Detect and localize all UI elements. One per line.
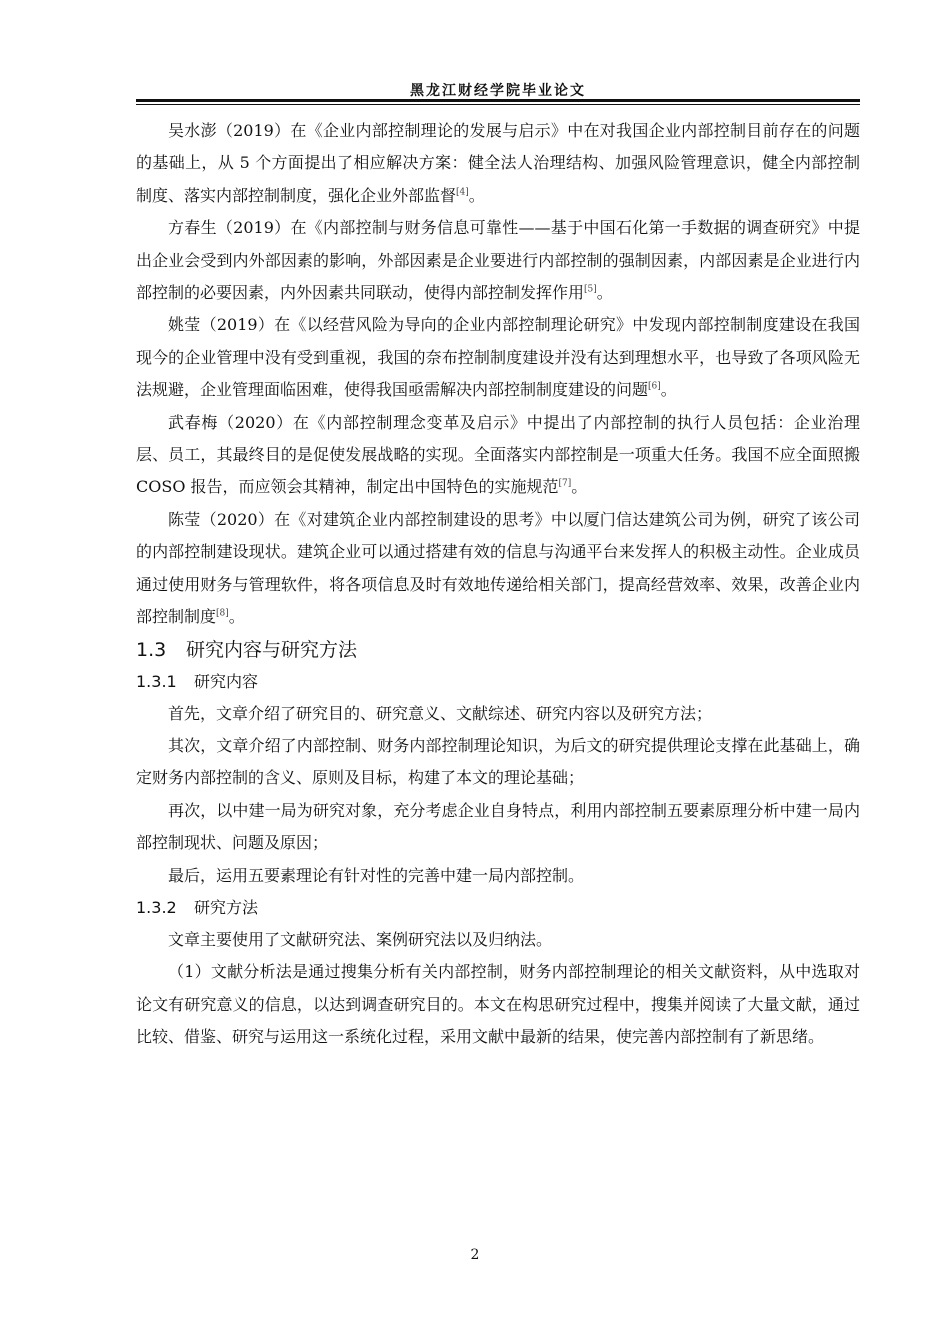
page-header-title: 黑龙江财经学院毕业论文 — [410, 83, 586, 99]
section-heading-1-3 — [136, 634, 860, 666]
page-number: 2 — [470, 1247, 480, 1263]
paragraph-wu-chunmei: 武春梅（2020）在《内部控制理念变革及启示》中提出了内部控制的执行人员包括：企业治理层、员工，其最终目的是促使发展战略的实现。全面落实内部控制是一项重大任务。我国不应全面照搬 COSO 报告，而应领会其精神，制定出中国特色的实施规范[7]。 — [136, 412, 860, 497]
content-item-last: 最后，运用五要素理论有针对性的完善中建一局内部控制。 — [168, 865, 585, 885]
page-body — [136, 115, 860, 1054]
subsection-title: 研究方法 — [194, 897, 259, 917]
citation-ref: [7] — [558, 479, 572, 490]
subsection-title: 研究内容 — [194, 671, 259, 691]
paragraph-chen-ying: 陈莹（2020）在《对建筑企业内部控制建设的思考》中以厦门信达建筑公司为例，研究了该公司的内部控制建设现状。建筑企业可以通过搭建有效的信息与沟通平台来发挥人的积极主动性。企业成员通过使用财务与管理软件，将各项信息及时有效地传递给相关部门，提高经营效率、效果，改善企业内部控制制度[8]。 — [136, 509, 860, 627]
subsection-heading-1-3-2 — [136, 892, 860, 924]
section-number: 1.3 — [136, 638, 167, 661]
paragraph-yao-ying: 姚莹（2019）在《以经营风险为导向的企业内部控制理论研究》中发现内部控制制度建设在我国现今的企业管理中没有受到重视，我国的奈布控制制度建设并没有达到理想水平，也导致了各项风险无法规避，企业管理面临困难，使得我国亟需解决内部控制制度建设的问题[6]。 — [136, 315, 860, 400]
paragraph-wu-shuipeng: 吴水澎（2019）在《企业内部控制理论的发展与启示》中在对我国企业内部控制目前存在的问题的基础上，从 5 个方面提出了相应解决方案：健全法人治理结构、加强风险管理意识，健全内部控制制度、落实内部控制制度，强化企业外部监督[4]。 — [136, 121, 860, 205]
citation-ref: [8] — [216, 608, 229, 619]
subsection-heading-1-3-1 — [136, 666, 860, 698]
header-rule-thick — [136, 99, 860, 102]
citation-ref: [6] — [648, 381, 661, 392]
section-title: 研究内容与研究方法 — [186, 638, 358, 661]
content-item-second: 其次，文章介绍了内部控制、财务内部控制理论知识，为后文的研究提供理论支撑在此基础上，确定财务内部控制的含义、原则及目标，构建了本文的理论基础； — [136, 735, 860, 788]
subsection-number: 1.3.1 — [136, 671, 177, 691]
content-item-third: 再次，以中建一局为研究对象，充分考虑企业自身特点，利用内部控制五要素原理分析中建一局内部控制现状、问题及原因； — [136, 800, 860, 853]
citation-ref: [5] — [584, 284, 597, 295]
citation-ref: [4] — [456, 187, 469, 198]
methods-intro: 文章主要使用了文献研究法、案例研究法以及归纳法。 — [168, 929, 553, 949]
header-rule-thin — [136, 104, 860, 105]
method-literature-analysis: （1）文献分析法是通过搜集分析有关内部控制，财务内部控制理论的相关文献资料，从中选取对论文有研究意义的信息，以达到调查研究目的。本文在构思研究过程中，搜集并阅读了大量文献，通过比较、借鉴、研究与运用这一系统化过程，采用文献中最新的结果，使完善内部控制有了新思绪。 — [136, 962, 860, 1047]
paragraph-fang-chunsheng: 方春生（2019）在《内部控制与财务信息可靠性——基于中国石化第一手数据的调查研究》中提出企业会受到内外部因素的影响，外部因素是企业要进行内部控制的强制因素，内部因素是企业进行内部控制的必要因素，内外因素共同联动，使得内部控制发挥作用[5]。 — [136, 218, 860, 303]
subsection-number: 1.3.2 — [136, 897, 177, 917]
content-item-first: 首先，文章介绍了研究目的、研究意义、文献综述、研究内容以及研究方法； — [168, 703, 713, 723]
